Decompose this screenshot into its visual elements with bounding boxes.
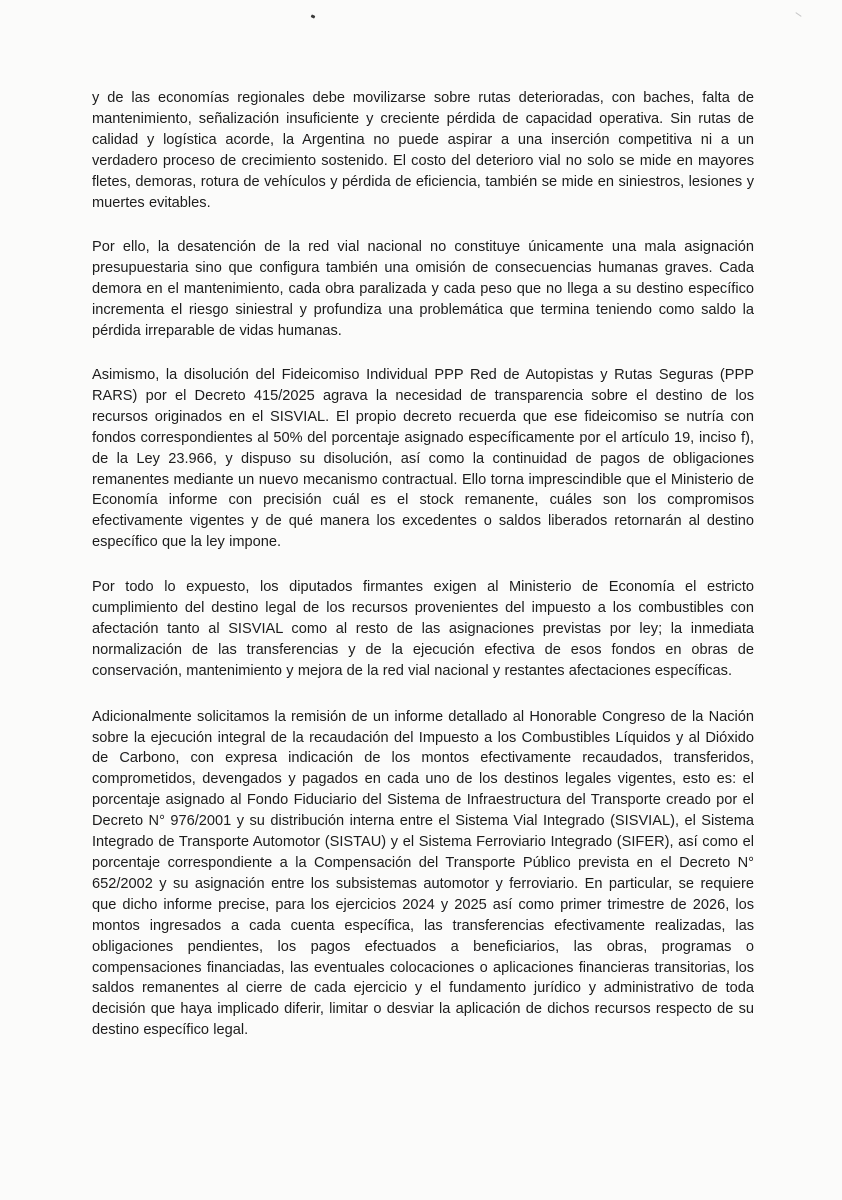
paragraph: Adicionalmente solicitamos la remisión de un informe detallado al Honorable Congreso de la Nación sobre la ejecución integral de la recaudación del Impuesto a los Combustibles Líquidos y al Dióxido de Carbono, con expresa indicación de los montos efectivamente recaudados, transferidos, comprometidos, devengados y pagados en cada uno de los destinos legales vigentes, esto es: el porcentaje asignado al Fondo Fiduciario del Sistema de Infraestructura del Transporte creado por el Decreto N° 976/2001 y su distribución interna entre el Sistema Vial Integrado (SISVIAL), el Sistema Integrado de Transporte Automotor (SISTAU) y el Sistema Ferroviario Integrado (SIFER), así como el porcentaje correspondiente a la Compensación del Transporte Público prevista en el Decreto N° 652/2002 y su asignación entre los subsistemas automotor y ferroviario. En particular, se requiere que dicho informe precise, para los ejercicios 2024 y 2025 así como primer trimestre de 2026, los montos ingresados a cada cuenta específica, las transferencias efectivamente realizadas, las obligaciones pendientes, los pagos efectuados a beneficiarios, las obras, programas o compensaciones financiadas, las eventuales colocaciones o aplicaciones financieras transitorias, los saldos remanentes al cierre de cada ejercicio y el fundamento jurídico y administrativo de toda decisión que haya implicado diferir, limitar o desviar la aplicación de dichos recursos respecto de su destino específico legal.: [92, 708, 754, 1039]
paragraph: Por todo lo expuesto, los diputados firmantes exigen al Ministerio de Economía el estricto cumplimiento del destino legal de los recursos provenientes del impuesto a los combustibles con afectación tanto al SISVIAL como al resto de las asignaciones previstas por ley; la inmediata normalización de las transferencias y de la ejecución efectiva de esos fondos en obras de conservación, mantenimiento y mejora de la red vial nacional y restantes afectaciones específicas.: [92, 579, 754, 679]
document-body: [92, 88, 754, 1065]
paragraph: Asimismo, la disolución del Fideicomiso Individual PPP Red de Autopistas y Rutas Seguras (PPP RARS) por el Decreto 415/2025 agrava la necesidad de transparencia sobre el destino de los recursos originados en el SISVIAL. El propio decreto recuerda que ese fideicomiso se nutría con fondos correspondientes al 50% del porcentaje asignado específicamente por el artículo 19, inciso f), de la Ley 23.966, y dispuso su disolución, así como la continuidad de pagos de obligaciones remanentes mediante un nuevo mecanismo contractual. Ello torna imprescindible que el Ministerio de Economía informe con precisión cuál es el stock remanente, cuáles son los compromisos efectivamente vigentes y de qué manera los excedentes o saldos liberados retornarán al destino específico que la ley impone.: [92, 366, 754, 551]
paragraph: Por ello, la desatención de la red vial nacional no constituye únicamente una mala asignación presupuestaria sino que configura también una omisión de consecuencias humanas graves. Cada demora en el mantenimiento, cada obra paralizada y cada peso que no llega a su destino específico incrementa el riesgo siniestral y profundiza una problemática que termina teniendo como saldo la pérdida irreparable de vidas humanas.: [92, 239, 754, 340]
scan-mark: [795, 12, 801, 17]
scan-mark: [311, 14, 316, 18]
paragraph: y de las economías regionales debe movilizarse sobre rutas deterioradas, con baches, falta de mantenimiento, señalización insuficiente y creciente pérdida de capacidad operativa. Sin rutas de calidad y logística acorde, la Argentina no puede aspirar a una inserción competitiva ni a un verdadero proceso de crecimiento sostenido. El costo del deterioro vial no solo se mide en mayores fletes, demoras, rotura de vehículos y pérdida de eficiencia, también se mide en siniestros, lesiones y muertes evitables.: [92, 90, 754, 211]
